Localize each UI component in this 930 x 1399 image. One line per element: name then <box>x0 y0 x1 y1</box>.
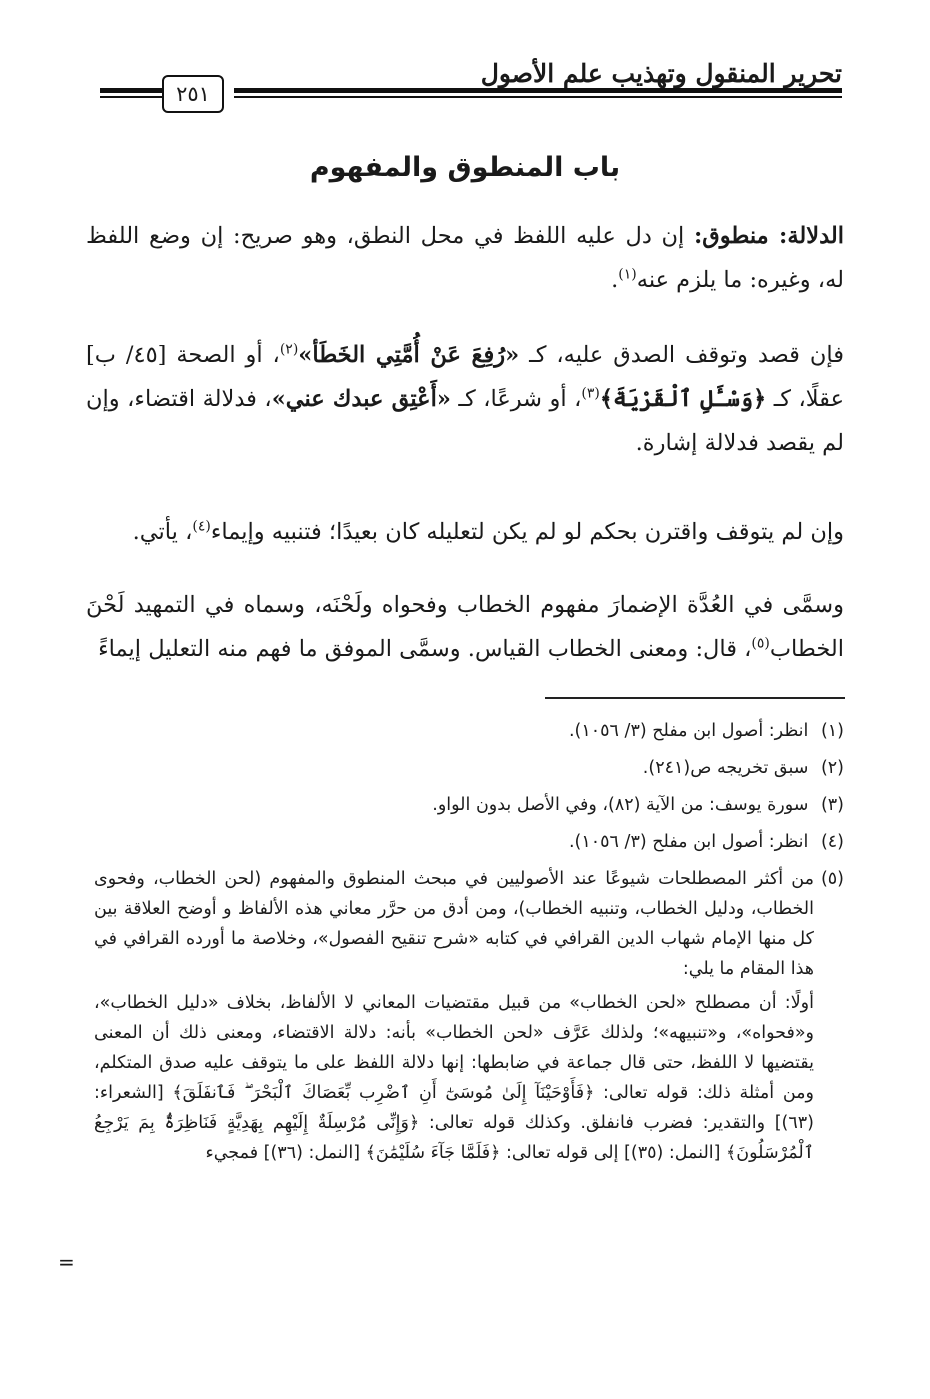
hadith-quote: «رُفِعَ عَنْ أُمَّتِي الخَطَأ» <box>298 342 520 368</box>
footnote-ref-4[interactable]: (٤) <box>192 518 211 535</box>
running-title: تحرير المنقول وتهذيب علم الأصول <box>480 59 842 88</box>
header-rule-left-thin <box>100 96 162 98</box>
footnote-1-number: (١) <box>820 721 844 741</box>
footnote-2-number: (٢) <box>820 758 844 778</box>
continuation-mark: = <box>58 1250 75 1274</box>
footnotes <box>94 716 844 1168</box>
paragraph-1-text: إن دل عليه اللفظ في محل النطق، وهو صريح: إن وضع اللفظ له، وغيره: ما يلزم عنه <box>86 223 844 293</box>
example-quote: «أَعْتِق عبدك عني» <box>271 386 451 412</box>
term-dalala: الدلالة: منطوق: <box>693 223 844 249</box>
footnote-3-number: (٣) <box>820 795 844 815</box>
paragraph-4-b: ، قال: ومعنى الخطاب القياس. وسمَّى الموفق ما فهم منه التعليل إيماءً <box>98 636 752 662</box>
footnote-ref-3[interactable]: (٣) <box>581 385 600 402</box>
footnote-5-continued: أولًا: أن مصطلح «لحن الخطاب» من قبيل مقتضيات المعاني لا الألفاظ، بخلاف «دليل الخطاب»، و«فحواه»، و«تنبيهه»؛ ولذلك عَرَّف «لحن الخطاب» بأنه: دلالة الاقتضاء، ومعنى ذلك أن المعنى يقتضيها لا اللفظ، حتى قال جماعة في ضابطها: إنها دلالة اللفظ على ما يتوقف عليه صدق المتكلم، ومن أمثلة ذلك: قوله تعالى: ﴿فَأَوْحَيْنَآ إِلَىٰ مُوسَىٰٓ أَنِ ٱضْرِب بِّعَصَاكَ ٱلْبَحْرَ ۖ فَٱنفَلَقَ﴾ [الشعراء: (٦٣)] والتقدير: فضرب فانفلق. وكذلك قوله تعالى: ﴿وَإِنِّى مُرْسِلَةٌ إِلَيْهِم بِهَدِيَّةٍ فَنَاظِرَةٌۢ بِمَ يَرْجِعُ ٱلْمُرْسَلُونَ﴾ [النمل: (٣٥)] إلى قوله تعالى: ﴿فَلَمَّا جَآءَ سُلَيْمَٰنَ﴾ [النمل: (٣٦)] فمجيء <box>94 993 814 1163</box>
footnote-5-number: (٥) <box>820 869 844 889</box>
footnote-4-text: انظر: أصول ابن مفلح (٣/ ١٠٥٦). <box>568 832 809 852</box>
paragraph-1 <box>86 214 844 302</box>
paragraph-2-c: ، أو شرعًا، كـ <box>450 386 582 412</box>
quran-quote: ﴿وَسْـَٔلِ ٱلْقَرْيَةَ﴾ <box>599 386 767 412</box>
paragraph-2 <box>86 333 844 465</box>
footnote-5 <box>94 864 844 984</box>
paragraph-2-d: ، فدلالة اقتضاء، وإن لم يقصد فدلالة إشارة. <box>86 386 844 456</box>
paragraph-4-a: وسمَّى في العُدَّة الإضمارَ مفهوم الخطاب وفحواه ولَحْنَه، وسماه في التمهيد لَحْنَ الخطاب <box>86 592 844 662</box>
header-rule-thick <box>234 88 842 93</box>
paragraph-1-end: . <box>611 267 619 293</box>
page-number: ٢٥١ <box>162 75 224 113</box>
footnote-1-text: انظر: أصول ابن مفلح (٣/ ١٠٥٦). <box>568 721 809 741</box>
footnote-3 <box>94 790 844 820</box>
header-rule-thin <box>234 96 842 98</box>
chapter-title: باب المنطوق والمفهوم <box>309 152 621 183</box>
footnote-3-text: سورة يوسف: من الآية (٨٢)، وفي الأصل بدون الواو. <box>432 795 809 815</box>
paragraph-3-b: ، يأتي. <box>132 519 193 545</box>
paragraph-4 <box>86 583 844 671</box>
footnote-separator <box>545 697 845 699</box>
paragraph-2-b: ، أو الصحة [٤٥/ ب] عقلًا، كـ <box>86 342 844 412</box>
paragraph-3-a: وإن لم يتوقف واقترن بحكم لو لم يكن لتعليله كان بعيدًا؛ فتنبيه وإيماء <box>210 519 844 545</box>
footnote-4-number: (٤) <box>820 832 844 852</box>
footnote-ref-2[interactable]: (٢) <box>279 341 299 358</box>
header-rule-left-thick <box>100 88 162 93</box>
paragraph-3 <box>86 510 844 554</box>
footnote-ref-1[interactable]: (١) <box>618 266 637 283</box>
footnote-1 <box>94 716 844 746</box>
footnote-5-text: من أكثر المصطلحات شيوعًا عند الأصوليين في مبحث المنطوق والمفهوم (لحن الخطاب، وفحوى الخطاب، ودليل الخطاب، وتنبيه الخطاب)، ومن أدق من حرَّر معاني هذه الألفاظ و أوضح العلاقة بين كل منها الإمام شهاب الدين القرافي في كتابه «شرح تنقيح الفصول»، وخلاصة ما أورده القرافي في هذا المقام ما يلي: <box>94 869 814 979</box>
footnote-ref-5[interactable]: (٥) <box>751 635 770 652</box>
footnote-2-text: سبق تخريجه ص(٢٤١). <box>642 758 809 778</box>
footnote-4 <box>94 827 844 857</box>
footnote-2 <box>94 753 844 783</box>
paragraph-2-a: فإن قصد وتوقف الصدق عليه، كـ <box>519 342 844 368</box>
